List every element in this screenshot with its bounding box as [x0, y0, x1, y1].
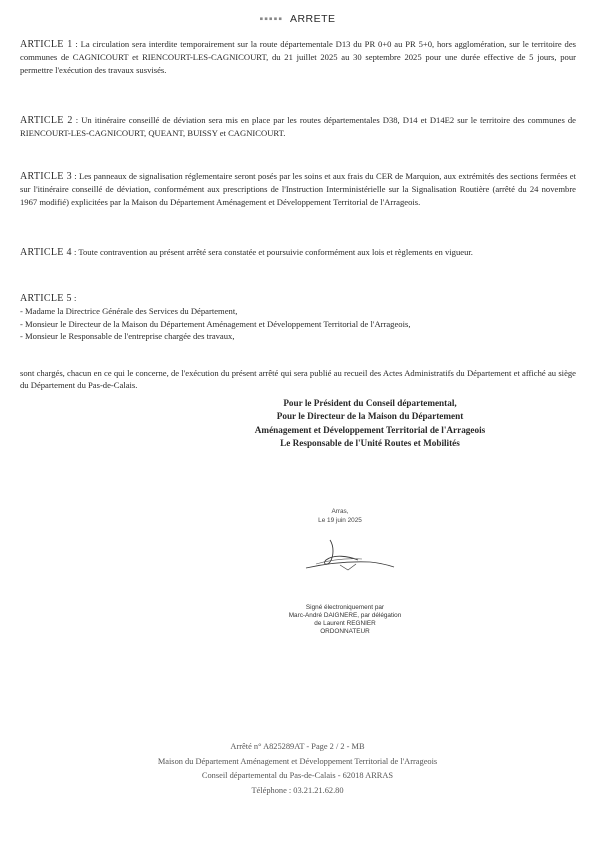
- place-date: [290, 507, 390, 525]
- signed-line: Signé électroniquement par: [305, 604, 385, 611]
- signed-line: ORDONNATEUR: [320, 628, 370, 635]
- signature-line: Le Responsable de l'Unité Routes et Mobilités: [280, 438, 460, 449]
- signature-line: Pour le Directeur de la Maison du Département: [276, 411, 464, 422]
- signature-line: Pour le Président du Conseil départemental,: [283, 398, 457, 408]
- footer-address: Conseil départemental du Pas-de-Calais - 62018 ARRAS: [201, 771, 394, 781]
- footer-page-ref: Arrêté n° A825289AT - Page 2 / 2 - MB: [230, 742, 365, 751]
- signed-line: Marc-André DAIGNERE, par délégation: [288, 612, 402, 619]
- footer-phone: Téléphone : 03.21.21.62.80: [251, 785, 344, 795]
- article-text: : La circulation sera interdite temporairement sur la route départementale D13 du PR 0+0 au PR 5+0, hors agglomération, sur le territoire des communes de CAGNICOURT et RIENCOURT-LES-CAGNICOURT, du 21 juillet 2025 au 30 septembre 2025 pour une durée effective de 5 jours, pour permettre l'exécution des travaux susvisés.: [20, 39, 576, 75]
- document-header: [0, 13, 595, 25]
- list-item: - Madame la Directrice Générale des Services du Département,: [20, 306, 238, 317]
- article-1: [20, 38, 576, 76]
- article-2: [20, 114, 576, 140]
- signature-line: Aménagement et Développement Territorial de l'Arrageois: [254, 424, 486, 435]
- electronic-signature-notice: [250, 604, 440, 636]
- document-title: ARRETE: [289, 13, 336, 25]
- signature-block: [200, 397, 540, 451]
- list-item: - Monsieur le Responsable de l'entreprise chargée des travaux,: [20, 331, 235, 342]
- article-label: ARTICLE 4: [20, 247, 72, 258]
- article-4: [20, 246, 576, 259]
- article-text: : Les panneaux de signalisation réglementaire seront posés par les soins et aux frais du CER de Marquion, aux extrémités des sections fermées et sur l'itinéraire conseillé de déviation, conformément aux prescriptions de l'Instruction Interministérielle sur la Signalisation Routière (arrêté du 24 novembre 1967 modifié) explicitées par la Maison du Département Aménagement et Développement Territorial de l'Arrageois.: [20, 171, 576, 207]
- footer-org: Maison du Département Aménagement et Développement Territorial de l'Arrageois: [157, 756, 438, 766]
- article-3: [20, 170, 576, 208]
- article-5-closing: sont chargés, chacun en ce qui le concerne, de l'exécution du présent arrêté qui sera publié au recueil des Actes Administratifs du Département et affiché au siège du Département du Pas-de-Calais.: [20, 368, 576, 391]
- article-label: ARTICLE 2: [20, 115, 73, 126]
- handwritten-signature-icon: [300, 534, 400, 578]
- date: Le 19 juin 2025: [318, 517, 362, 524]
- article-label: ARTICLE 3: [20, 171, 72, 182]
- place: Arras,: [331, 508, 349, 515]
- article-5-heading: [20, 292, 576, 305]
- document-footer: [0, 740, 595, 798]
- article-text: :: [71, 293, 77, 303]
- header-dots: ▪▪▪▪▪: [259, 13, 284, 25]
- article-text: : Un itinéraire conseillé de déviation sera mis en place par les routes départementales D38, D14 et D14E2 sur le territoire des communes de RIENCOURT-LES-CAGNICOURT, QUEANT, BUISSY et CAGNICOURT.: [20, 115, 576, 139]
- signed-line: de Laurent REGNIER: [314, 620, 376, 627]
- article-5: [20, 292, 576, 343]
- list-item: - Monsieur le Directeur de la Maison du Département Aménagement et Développement Territorial de l'Arrageois,: [20, 318, 411, 329]
- article-text: : Toute contravention au présent arrêté sera constatée et poursuivie conformément aux lois et règlements en vigueur.: [71, 247, 473, 257]
- article-label: ARTICLE 1: [20, 39, 73, 50]
- article-label: ARTICLE 5: [20, 293, 72, 304]
